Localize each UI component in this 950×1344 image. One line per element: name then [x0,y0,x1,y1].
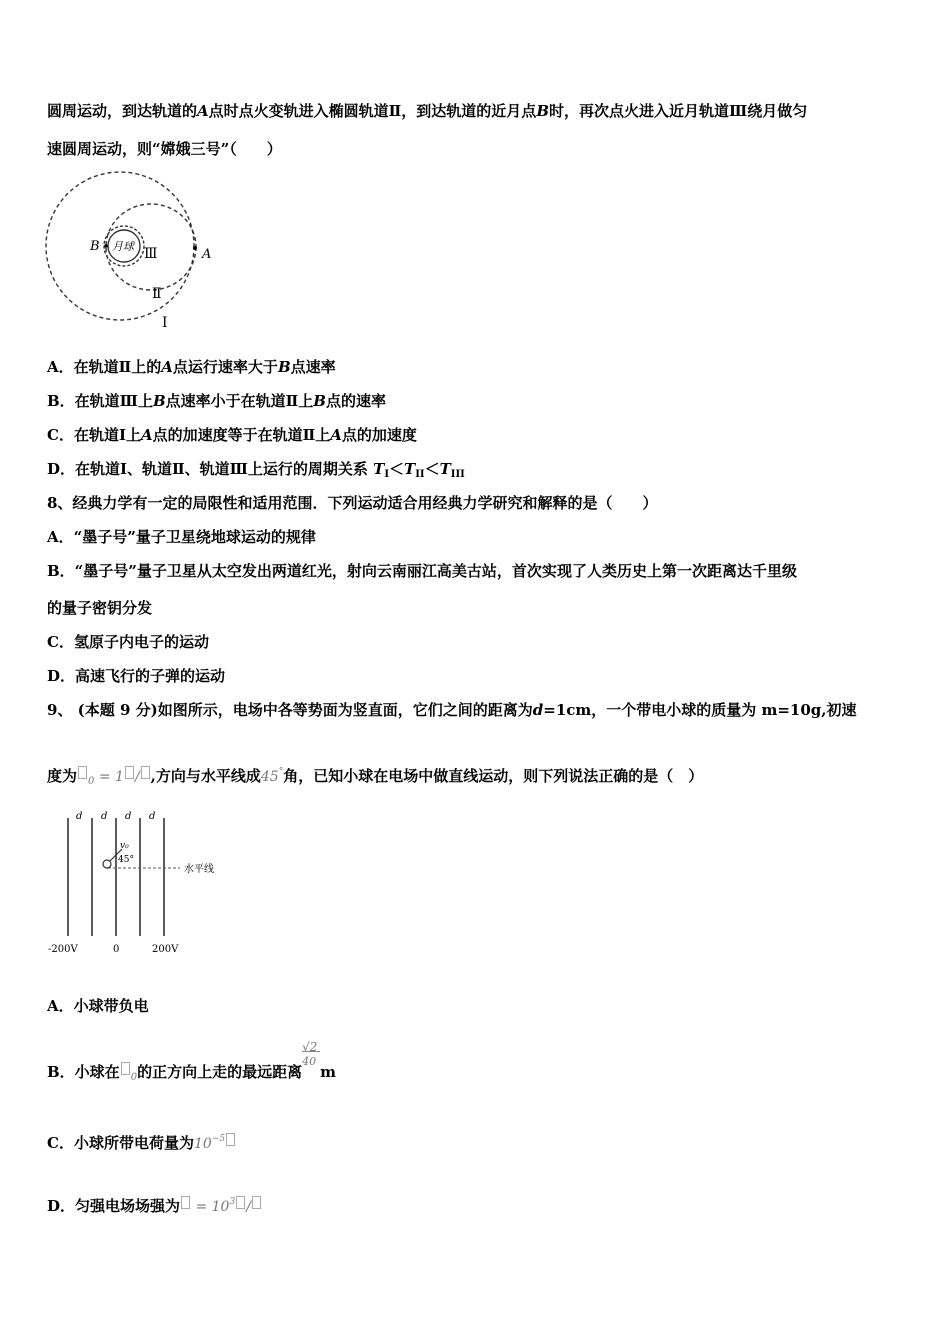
charge-base: 10 [193,1136,212,1152]
option-text: 点的加速度 [341,426,417,444]
angle-expression [261,769,283,785]
q9-text: 角，已知小球在电场中做直线运动，则下列说法正确的是（ ） [283,767,704,785]
point-b: B [277,358,291,376]
missing-glyph-icon [252,1196,261,1209]
q7-option-c[interactable] [47,425,417,445]
option-text: 的正方向上走的最远距离 [137,1063,303,1081]
q8-option-d[interactable]: D．高速飞行的子弹的运动 [47,667,226,685]
q8-stem: 8、经典力学有一定的局限性和适用范围．下列运动适合用经典力学研究和解释的是（ ） [47,494,658,512]
missing-glyph-icon [181,1196,190,1209]
v0-expression [77,769,151,785]
q7-text: 时，再次点火进入近月轨道Ⅲ绕月做匀 [549,102,808,120]
option-text: B．小球在 [47,1063,120,1081]
fraction [302,1040,320,1082]
period-t2: T [404,460,416,478]
q9-stem-line2 [47,762,703,792]
equipotential-diagram [44,806,224,958]
point-b-dot [104,244,108,248]
option-text: 点速率小于在轨道Ⅱ上 [165,392,314,410]
angle-value: 45 [260,769,279,785]
subscript-3: III [450,469,465,480]
point-a: A [161,358,173,376]
q7-text: 圆周运动，到达轨道的 [47,102,198,120]
missing-glyph-icon [78,766,87,779]
unit-m: m [320,1063,336,1081]
field-expression [180,1199,262,1215]
fraction-denominator: 40 [302,1055,317,1068]
point-b: B [536,102,549,120]
charge-exponent: −5 [211,1134,226,1144]
q8-option-b-line1[interactable]: B．“墨子号”量子卫星从太空发出两道红光，射向云南丽江高美古站，首次实现了人类历史上第一次距离达千里级 [47,562,797,580]
q8-option-c[interactable]: C．氢原子内电子的运动 [47,633,209,651]
q7-text: 点时点火变轨进入椭圆轨道Ⅱ，到达轨道的近月点 [208,102,537,120]
degree-sign: ° [278,767,284,777]
v0-label: v₀ [120,841,129,851]
q9-option-b[interactable] [47,1040,336,1088]
label-a: A [202,247,212,262]
label-b: B [90,239,100,254]
option-text: B．在轨道Ⅲ上 [47,392,153,410]
d-label: d [149,811,156,822]
orbit-diagram [44,170,224,332]
q9-option-c[interactable] [47,1129,236,1154]
v0-subscript: 0 [88,776,95,787]
less-than: ＜ [389,460,405,478]
field-exponent: 3 [229,1197,236,1207]
horizontal-label: 水平线 [184,864,214,875]
q9-text: ,方向与水平线成 [150,767,261,785]
option-text: A．在轨道Ⅱ上的 [47,358,162,376]
q9-option-d[interactable] [47,1192,262,1217]
fraction-numerator: √2 [302,1040,318,1054]
q9-text: =1cm，一个带电小球的质量为 m=10g,初速 [543,701,857,719]
voltage-label-pos: 200V [152,944,179,955]
less-than: ＜ [424,460,440,478]
q7-option-a[interactable] [47,357,336,377]
q7-option-b[interactable] [47,391,386,411]
period-t3: T [439,460,451,478]
charge-expression [194,1136,236,1152]
point-a: A [140,426,153,444]
missing-glyph-icon [141,766,150,779]
missing-glyph-icon [236,1196,245,1209]
option-text: 点速率 [290,358,336,376]
point-a-dot [193,246,197,250]
orbit-2-label: Ⅱ [152,286,162,302]
point-b: B [313,392,326,410]
voltage-label-zero: 0 [113,944,120,955]
charged-ball [103,860,111,868]
missing-glyph-icon [125,766,134,779]
q8-option-a[interactable]: A．“墨子号”量子卫星绕地球运动的规律 [47,528,316,546]
slash: / [246,1199,251,1215]
point-b: B [152,392,166,410]
option-text: C．小球所带电荷量为 [47,1134,194,1152]
missing-glyph-icon [226,1133,235,1146]
subscript-2: II [415,469,425,480]
q9-text: 9、 (本题 9 分)如图所示，电场中各等势面为竖直面，它们之间的距离为 [47,701,533,719]
q9-option-a[interactable]: A．小球带负电 [47,997,149,1015]
orbit-3-label: Ⅲ [144,246,158,262]
d-label: d [125,811,132,822]
option-text: D．在轨道Ⅰ、轨道Ⅱ、轨道Ⅲ上运行的周期关系 [47,460,368,478]
moon-label: 月球 [112,240,134,253]
option-text: 点的速率 [325,392,386,410]
q9-stem-line1 [47,700,857,720]
d-label: d [76,811,83,822]
missing-glyph-icon [121,1062,130,1075]
q9-text: 度为 [47,767,78,785]
d-symbol: d [532,701,544,719]
x0-expression [120,1065,137,1081]
period-t1: T [373,460,385,478]
voltage-label-neg: -200V [48,944,78,955]
option-text: 点运行速率大于 [172,358,278,376]
x0-subscript: 0 [130,1072,138,1083]
option-text: D．匀强电场场强为 [47,1197,181,1215]
slash: / [134,769,140,785]
option-text: 点的加速度等于在轨道Ⅱ上 [152,426,331,444]
point-a: A [330,426,342,444]
q8-option-b-line2[interactable]: 的量子密钥分发 [47,599,153,617]
field-value: = 10 [191,1199,230,1215]
orbit-1-label: Ⅰ [162,315,168,331]
option-text: C．在轨道Ⅰ上 [47,426,141,444]
q7-stem-line1 [47,101,807,121]
point-a: A [197,102,209,120]
angle-label: 45° [118,855,134,865]
v0-value: = 1 [94,769,124,785]
subscript-1: I [384,469,390,480]
q7-stem-line2: 速圆周运动，则“嫦娥三号”（ ） [47,140,282,158]
d-label: d [101,811,108,822]
q7-option-d[interactable] [47,459,465,485]
